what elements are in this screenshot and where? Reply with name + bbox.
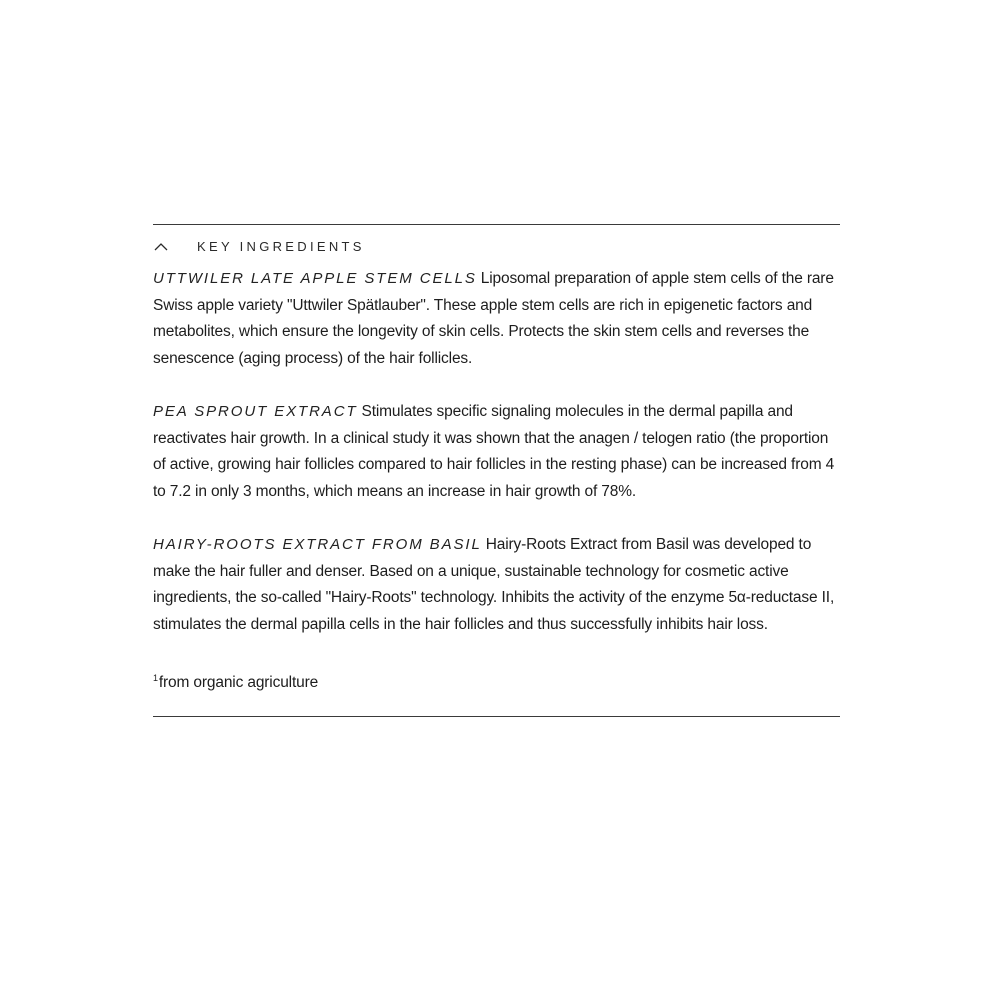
ingredient-item — [153, 532, 840, 638]
section-title: KEY INGREDIENTS — [197, 238, 365, 254]
bottom-divider — [153, 716, 840, 717]
ingredient-item — [153, 399, 840, 505]
chevron-up-icon — [154, 239, 168, 253]
ingredient-item — [153, 266, 840, 372]
ingredient-description: Liposomal preparation of apple stem cells of the rare Swiss apple variety "Uttwiler Spätlauber". These apple stem cells are rich in epigenetic factors and metabolites, which ensure the longevity of skin cells. Protects the skin stem cells and reverses the senescence (aging process) of the hair follicles. — [153, 270, 834, 367]
ingredient-name: HAIRY-ROOTS EXTRACT FROM BASIL — [153, 536, 482, 553]
footnote-text: from organic agriculture — [158, 674, 319, 691]
footnote — [153, 665, 840, 696]
key-ingredients-toggle[interactable] — [153, 226, 840, 266]
key-ingredients-panel — [153, 224, 840, 717]
top-divider — [153, 224, 840, 225]
ingredient-name: UTTWILER LATE APPLE STEM CELLS — [153, 270, 477, 287]
ingredient-description: Hairy-Roots Extract from Basil was developed to make the hair fuller and denser. Based on a unique, sustainable technology for cosmetic active ingredients, the so-called "Hairy-Roots" technology. Inhibits the activity of the enzyme 5α-reductase II, stimulates the dermal papilla cells in the hair follicles and thus successfully inhibits hair loss. — [153, 536, 835, 633]
ingredient-name: PEA SPROUT EXTRACT — [153, 403, 358, 420]
ingredient-description: Stimulates specific signaling molecules in the dermal papilla and reactivates hair growth. In a clinical study it was shown that the anagen / telogen ratio (the proportion of active, growing hair follicles compared to hair follicles in the resting phase) can be increased from 4 to 7.2 in only 3 months, which means an increase in hair growth of 78%. — [153, 403, 835, 500]
footnote-marker: 1 — [153, 673, 158, 683]
ingredient-list — [153, 266, 840, 638]
